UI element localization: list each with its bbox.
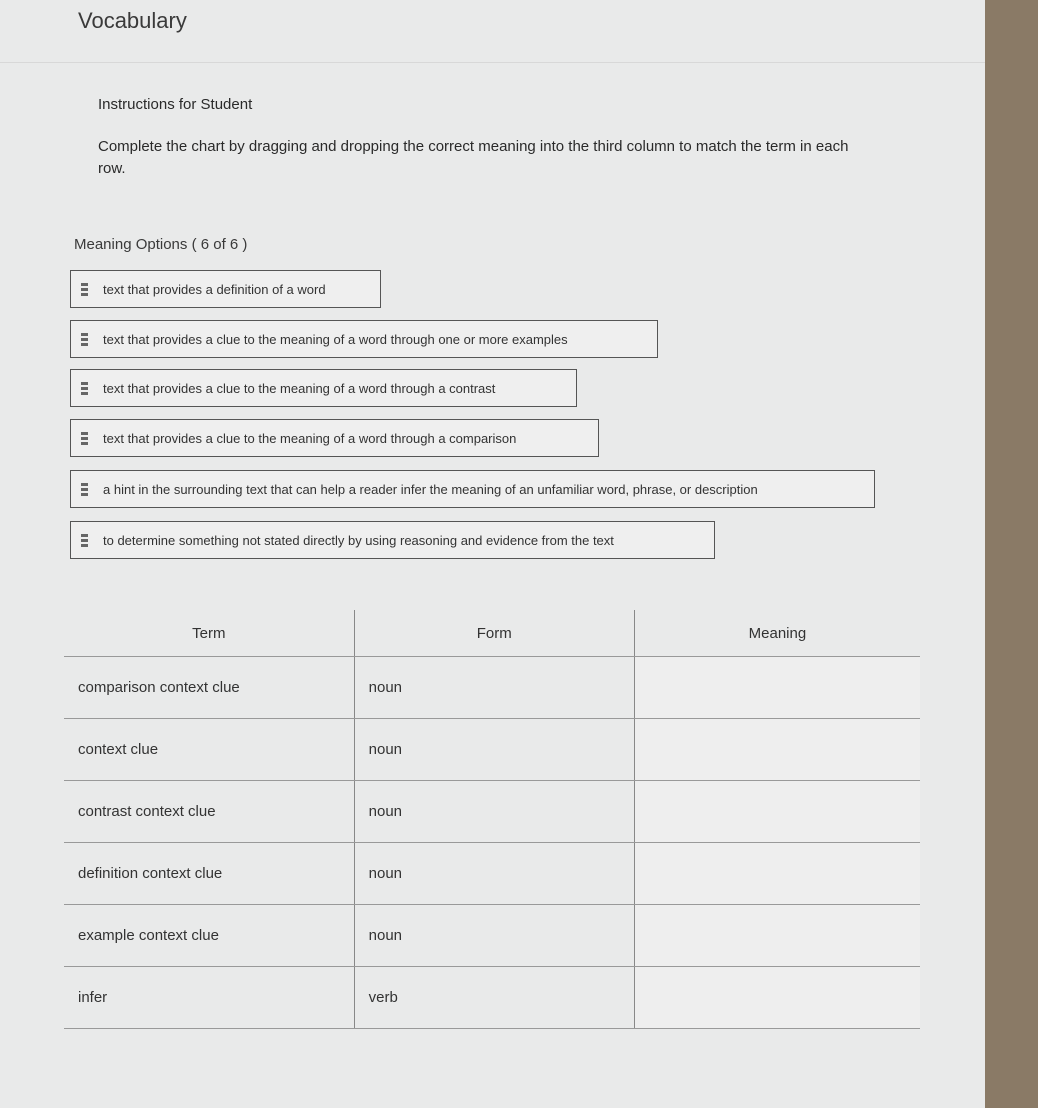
meaning-drop-zone[interactable] xyxy=(634,905,920,967)
term-cell: infer xyxy=(64,967,354,1029)
instructions-heading: Instructions for Student xyxy=(98,96,253,113)
table-row xyxy=(64,657,920,719)
header-divider xyxy=(0,62,985,63)
form-cell: noun xyxy=(354,657,634,719)
option-label: text that provides a clue to the meaning of a word through a comparison xyxy=(103,430,517,446)
option-label: to determine something not stated directly by using reasoning and evidence from the text xyxy=(103,532,614,548)
meaning-drop-zone[interactable] xyxy=(634,657,920,719)
form-column-header: Form xyxy=(354,610,634,657)
form-cell: noun xyxy=(354,719,634,781)
table-row xyxy=(64,719,920,781)
option-label: text that provides a definition of a word xyxy=(103,281,326,297)
meaning-option-4[interactable] xyxy=(70,419,599,457)
drag-handle-icon[interactable] xyxy=(79,432,89,445)
meaning-options-heading: Meaning Options ( 6 of 6 ) xyxy=(74,236,248,253)
form-cell: noun xyxy=(354,905,634,967)
table-row xyxy=(64,843,920,905)
term-cell: example context clue xyxy=(64,905,354,967)
drag-handle-icon[interactable] xyxy=(79,283,89,296)
table-row xyxy=(64,905,920,967)
meaning-option-3[interactable] xyxy=(70,369,577,407)
drag-handle-icon[interactable] xyxy=(79,534,89,547)
term-cell: definition context clue xyxy=(64,843,354,905)
meaning-option-6[interactable] xyxy=(70,521,715,559)
option-label: text that provides a clue to the meaning of a word through a contrast xyxy=(103,380,496,396)
form-cell: verb xyxy=(354,967,634,1029)
meaning-column-header: Meaning xyxy=(634,610,920,657)
meaning-drop-zone[interactable] xyxy=(634,967,920,1029)
meaning-option-2[interactable] xyxy=(70,320,658,358)
term-cell: contrast context clue xyxy=(64,781,354,843)
drag-handle-icon[interactable] xyxy=(79,382,89,395)
term-column-header: Term xyxy=(64,610,354,657)
meaning-drop-zone[interactable] xyxy=(634,843,920,905)
option-label: a hint in the surrounding text that can help a reader infer the meaning of an unfamiliar word, phrase, or description xyxy=(103,481,758,497)
form-cell: noun xyxy=(354,843,634,905)
meaning-option-1[interactable] xyxy=(70,270,381,308)
drag-handle-icon[interactable] xyxy=(79,333,89,346)
meaning-drop-zone[interactable] xyxy=(634,719,920,781)
chart-header-row xyxy=(64,610,920,657)
matching-chart xyxy=(64,610,920,1029)
meaning-option-5[interactable] xyxy=(70,470,875,508)
page-title: Vocabulary xyxy=(78,8,187,33)
table-row xyxy=(64,781,920,843)
table-row xyxy=(64,967,920,1029)
term-cell: context clue xyxy=(64,719,354,781)
option-label: text that provides a clue to the meaning of a word through one or more examples xyxy=(103,331,568,347)
form-cell: noun xyxy=(354,781,634,843)
term-cell: comparison context clue xyxy=(64,657,354,719)
instructions-text: Complete the chart by dragging and dropping the correct meaning into the third column to match the term in each row. xyxy=(98,138,849,177)
meaning-drop-zone[interactable] xyxy=(634,781,920,843)
drag-handle-icon[interactable] xyxy=(79,483,89,496)
